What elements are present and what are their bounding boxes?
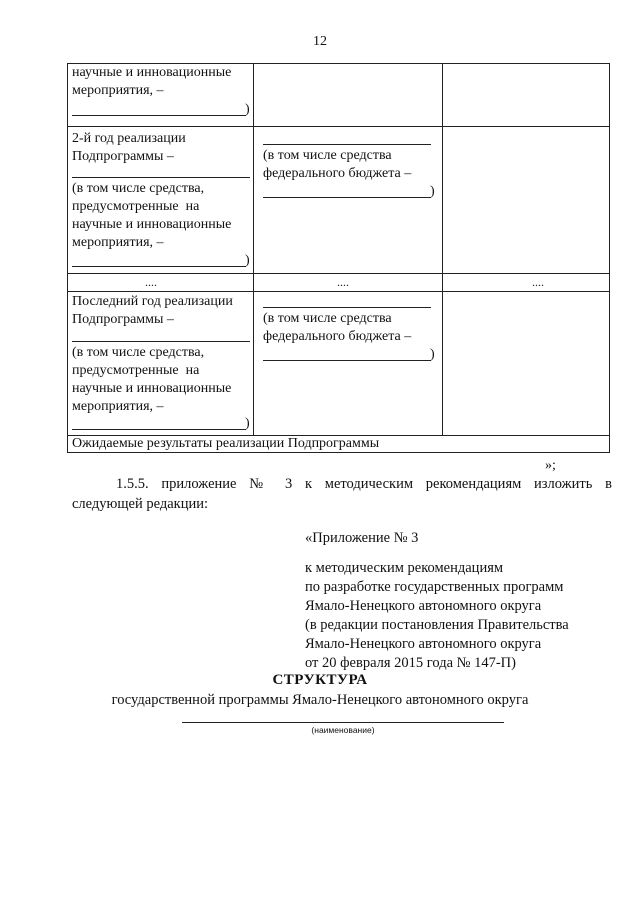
row1-text-line: мероприятия, –	[72, 83, 164, 98]
row2-note-line: (в том числе средства,	[72, 181, 205, 196]
table-border-right	[609, 63, 610, 453]
blank-fill-line	[72, 115, 246, 116]
paragraph-line: 1.5.5. приложение № 3 к методическим рекомендациям изложить в	[116, 476, 612, 492]
annex-line: Ямало-Ненецкого автономного округа	[305, 636, 542, 652]
closing-paren: )	[430, 184, 435, 199]
row3-year-label: Последний год реализации	[72, 294, 233, 309]
row3-note-line: мероприятия, –	[72, 399, 164, 414]
row2-subprogram-label: Подпрограммы –	[72, 149, 174, 164]
blank-fill-line	[72, 429, 246, 430]
blank-fill-line	[263, 197, 431, 198]
annex-line: к методическим рекомендациям	[305, 560, 504, 576]
row2-federal-note: (в том числе средства	[263, 148, 392, 163]
row2-note-line: научные и инновационные	[72, 217, 232, 232]
annex-title: «Приложение № 3	[305, 530, 419, 546]
row-separator	[67, 273, 610, 274]
row3-federal-note: федерального бюджета –	[263, 329, 412, 344]
ellipsis-cell: ....	[532, 275, 544, 289]
row3-federal-note: (в том числе средства	[263, 311, 392, 326]
row-separator	[67, 126, 610, 127]
row3-note-line: (в том числе средства,	[72, 345, 205, 360]
annex-line: Ямало-Ненецкого автономного округа	[305, 598, 542, 614]
budget-table	[67, 63, 610, 453]
blank-fill-line	[72, 266, 246, 267]
name-blank-line	[182, 722, 504, 723]
paragraph-line: следующей редакции:	[72, 496, 209, 512]
blank-fill-line	[263, 307, 431, 308]
ellipsis-cell: ....	[145, 275, 157, 289]
table-border-left	[67, 63, 68, 453]
row2-note-line: мероприятия, –	[72, 235, 164, 250]
row1-text-line: научные и инновационные	[72, 65, 232, 80]
structure-title: СТРУКТУРА	[272, 672, 368, 688]
page-number: 12	[313, 34, 327, 49]
row-separator	[67, 291, 610, 292]
closing-paren: )	[245, 416, 250, 431]
row2-federal-note: федерального бюджета –	[263, 166, 412, 181]
closing-paren: )	[430, 347, 435, 362]
expected-results-label: Ожидаемые результаты реализации Подпрограммы	[72, 436, 380, 451]
blank-fill-line	[263, 360, 431, 361]
annex-line: от 20 февраля 2015 года № 147-П)	[305, 655, 516, 671]
annex-line: (в редакции постановления Правительства	[305, 617, 569, 633]
name-caption: (наименование)	[311, 725, 375, 735]
blank-fill-line	[72, 177, 250, 178]
blank-fill-line	[72, 341, 250, 342]
table-divider-col2	[442, 63, 443, 435]
row2-year-label: 2-й год реализации	[72, 131, 186, 146]
row2-note-line: предусмотренные на	[72, 199, 200, 214]
ellipsis-cell: ....	[337, 275, 349, 289]
row3-note-line: предусмотренные на	[72, 363, 200, 378]
annex-line: по разработке государственных программ	[305, 579, 564, 595]
table-divider-col1	[253, 63, 254, 435]
closing-paren: )	[245, 102, 250, 117]
row3-subprogram-label: Подпрограммы –	[72, 312, 174, 327]
structure-subtitle: государственной программы Ямало-Ненецкого автономного округа	[111, 692, 529, 708]
closing-paren: )	[245, 253, 250, 268]
amendment-paragraph	[72, 474, 612, 514]
closing-quote: »;	[545, 458, 556, 473]
row3-note-line: научные и инновационные	[72, 381, 232, 396]
blank-fill-line	[263, 144, 431, 145]
